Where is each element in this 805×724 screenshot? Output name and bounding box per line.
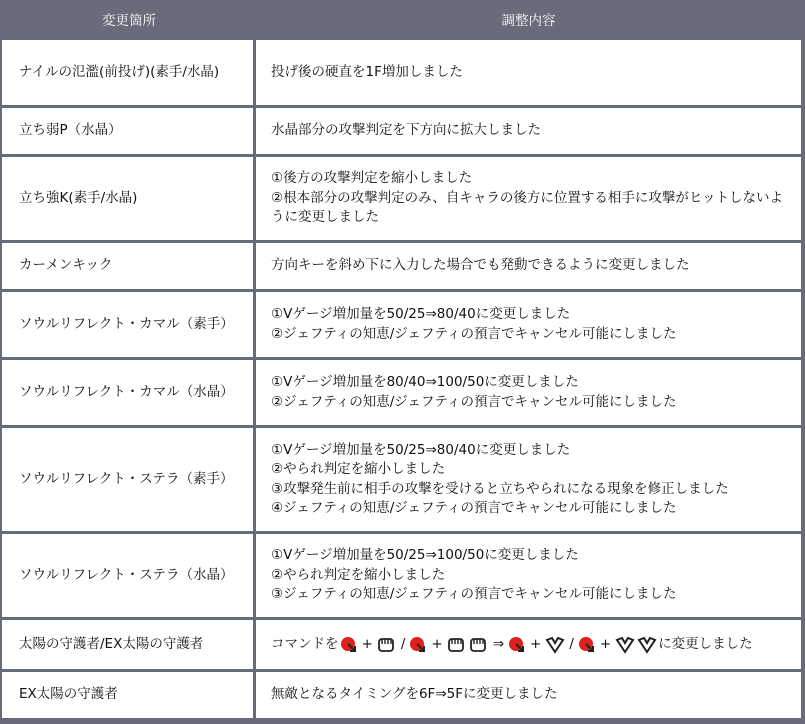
detail-line: ②やられ判定を縮小しました xyxy=(271,566,446,583)
detail-line: 水晶部分の攻撃判定を下方向に拡大しました xyxy=(271,122,541,139)
down-forward-arrow-icon xyxy=(340,636,358,654)
down-forward-arrow-icon xyxy=(578,636,596,654)
command-suffix: に変更しました xyxy=(658,635,753,652)
row-details xyxy=(256,292,801,360)
table-header-row xyxy=(2,0,801,40)
row-move-name: カーメンキック xyxy=(2,243,256,292)
row-move-name: ソウルリフレクト・ステラ（素手） xyxy=(2,428,256,534)
down-forward-arrow-icon xyxy=(409,636,427,654)
changes-table xyxy=(2,0,801,721)
detail-line: ②ジェフティの知恵/ジェフティの預言でキャンセル可能にしました xyxy=(271,393,677,410)
detail-line: ①Vゲージ増加量を80/40⇒100/50に変更しました xyxy=(271,374,579,390)
command-line xyxy=(271,635,787,655)
table-row xyxy=(2,620,801,672)
row-move-name: ソウルリフレクト・ステラ（水晶） xyxy=(2,534,256,620)
arrow-symbol: ⇒ xyxy=(492,635,504,652)
row-move-name: 太陽の守護者/EX太陽の守護者 xyxy=(2,620,256,672)
kick-icon xyxy=(637,636,657,654)
table-row xyxy=(2,243,801,292)
row-details xyxy=(256,620,801,672)
detail-line: ①Vゲージ増加量を50/25⇒80/40に変更しました xyxy=(271,441,571,458)
table-row xyxy=(2,292,801,360)
detail-line: ①Vゲージ増加量を50/25⇒80/40に変更しました xyxy=(271,306,571,322)
plus-symbol: + xyxy=(431,635,443,652)
punch-icon xyxy=(377,636,397,654)
punch-icon xyxy=(469,636,489,654)
table-row xyxy=(2,40,801,108)
table-row xyxy=(2,108,801,157)
detail-line: ①Vゲージ増加量を50/25⇒100/50に変更しました xyxy=(271,547,579,564)
punch-icon xyxy=(447,636,467,654)
row-move-name: 立ち弱P（水晶） xyxy=(2,108,256,157)
row-details xyxy=(256,360,801,428)
row-details xyxy=(256,157,801,243)
table-row xyxy=(2,157,801,243)
row-details xyxy=(256,672,801,721)
row-move-name: EX太陽の守護者 xyxy=(2,672,256,721)
row-details xyxy=(256,40,801,108)
table-row xyxy=(2,534,801,620)
plus-symbol: + xyxy=(599,635,612,652)
detail-line: ②根本部分の攻撃判定のみ、自キャラの後方に位置する相手に攻撃がヒットしないように変更しました xyxy=(271,189,784,226)
row-details xyxy=(256,428,801,534)
plus-symbol: + xyxy=(361,635,373,652)
detail-line: ③攻撃発生前に相手の攻撃を受けると立ちやられになる現象を修正しました xyxy=(271,480,729,497)
slash-symbol: / xyxy=(400,635,406,652)
detail-line: 方向キーを斜め下に入力した場合でも発動できるように変更しました xyxy=(271,257,690,274)
detail-line: ②やられ判定を縮小しました xyxy=(271,461,446,477)
plus-symbol: + xyxy=(530,635,542,652)
detail-line: ④ジェフティの知恵/ジェフティの預言でキャンセル可能にしました xyxy=(271,500,677,516)
detail-line: ③ジェフティの知恵/ジェフティの預言でキャンセル可能にしました xyxy=(271,586,677,603)
down-forward-arrow-icon xyxy=(508,636,526,654)
detail-line: ①後方の攻撃判定を縮小しました xyxy=(271,170,473,187)
slash-symbol: / xyxy=(569,635,574,652)
row-details xyxy=(256,108,801,157)
detail-line: ②ジェフティの知恵/ジェフティの預言でキャンセル可能にしました xyxy=(271,325,677,342)
table-row xyxy=(2,672,801,721)
kick-icon xyxy=(615,636,635,654)
row-move-name: ナイルの氾濫(前投げ)(素手/水晶) xyxy=(2,40,256,108)
row-details xyxy=(256,534,801,620)
table-row xyxy=(2,360,801,428)
row-details xyxy=(256,243,801,292)
header-adjustment-details: 調整内容 xyxy=(256,0,801,40)
kick-icon xyxy=(545,636,565,654)
detail-line: 投げ後の硬直を1F増加しました xyxy=(271,63,463,80)
row-move-name: ソウルリフレクト・カマル（素手） xyxy=(2,292,256,360)
command-prefix: コマンドを xyxy=(271,635,339,652)
detail-line: 無敵となるタイミングを6F⇒5Fに変更しました xyxy=(271,686,558,703)
table-row xyxy=(2,428,801,534)
row-move-name: ソウルリフレクト・カマル（水晶） xyxy=(2,360,256,428)
header-change-location: 変更箇所 xyxy=(2,0,256,40)
row-move-name: 立ち強K(素手/水晶) xyxy=(2,157,256,243)
